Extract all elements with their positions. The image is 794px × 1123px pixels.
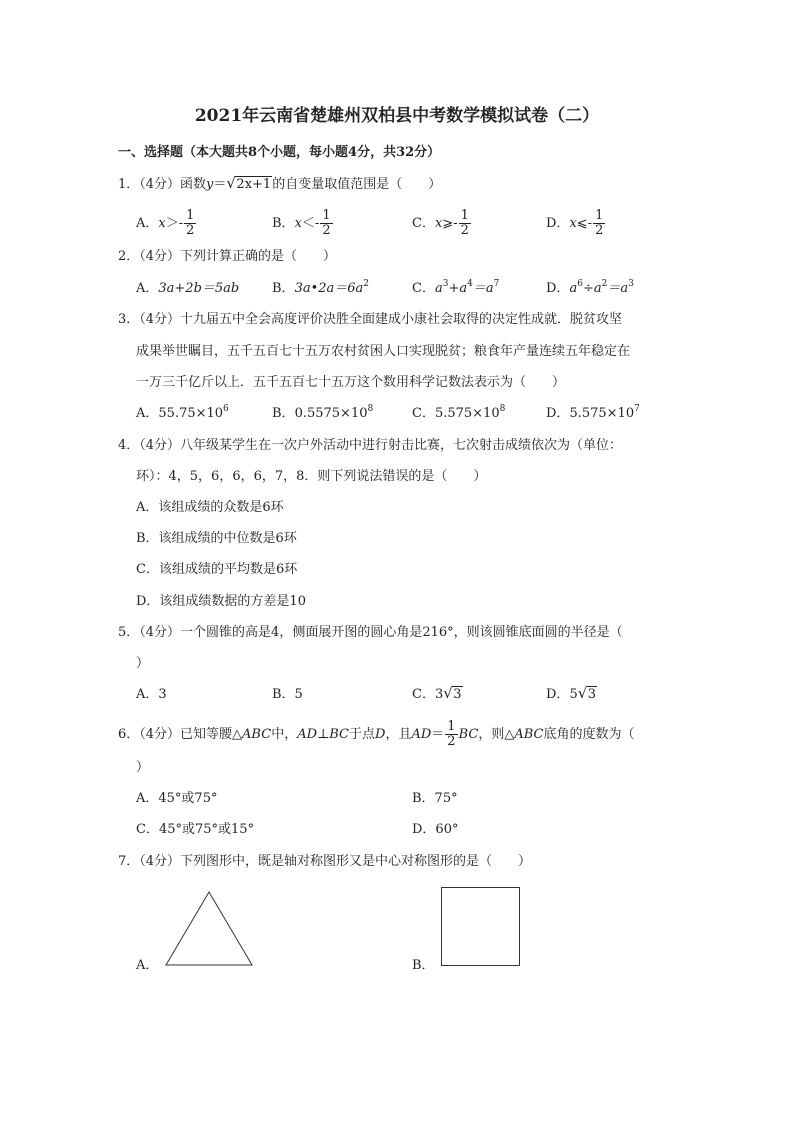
question-2-option-c[interactable]: C．$a^3+a^4=a^7$	[412, 279, 500, 296]
question-3-line-2: 成果举世瞩目，五千五百七十五万农村贫困人口实现脱贫；粮食年产量连续五年稳定在	[136, 344, 631, 359]
question-5-option-b[interactable]: B．5	[272, 687, 303, 702]
question-4-option-c[interactable]: C．该组成绩的平均数是6环	[136, 562, 298, 577]
question-1-option-d[interactable]: D．x⩽- $\frac{1}{2}$	[546, 208, 604, 238]
triangle-figure[interactable]	[165, 891, 253, 967]
question-5-line-1: 5．（4分）一个圆锥的高是4，侧面展开图的圆心角是216°，则该圆锥底面圆的半径是（	[118, 625, 623, 640]
question-7-stem: 7．（4分）下列图形中，既是轴对称图形又是中心对称图形的是（ ）	[118, 854, 532, 869]
question-6-line-2: ）	[136, 760, 150, 775]
section-heading: 一、选择题（本大题共8个小题，每小题4分，共32分）	[118, 145, 441, 160]
question-1-option-c[interactable]: C．x⩾- $\frac{1}{2}$	[412, 208, 469, 238]
question-1-option-a[interactable]: A．x＞- $\frac{1}{2}$	[136, 208, 195, 238]
question-1-stem: 1．（4分）函数y＝ √ 2x+1的自变量取值范围是（ ）	[118, 174, 442, 192]
page-title: 2021年云南省楚雄州双柏县中考数学模拟试卷（二）	[194, 106, 600, 126]
question-5-option-d[interactable]: D．5 √ 3	[546, 684, 596, 702]
question-3-option-a[interactable]: A．$55.75\times 10^6$	[136, 404, 229, 421]
question-6-option-c[interactable]: C．45°或75°或15°	[136, 822, 255, 837]
question-3-option-b[interactable]: B．$0.5575\times 10^8$	[272, 404, 374, 421]
question-3-option-d[interactable]: D．$5.575\times 10^7$	[546, 404, 640, 421]
question-5-option-a[interactable]: A．3	[136, 687, 167, 702]
question-4-option-d[interactable]: D．该组成绩数据的方差是10	[136, 594, 306, 609]
question-5-line-2: ）	[136, 656, 150, 671]
sqrt-expression: √ 2x+1	[226, 174, 272, 192]
question-3-option-c[interactable]: C．$5.575\times 10^8$	[412, 404, 506, 421]
question-2-option-a[interactable]: A．3a+2b＝5ab	[136, 281, 240, 296]
question-2-stem: 2．（4分）下列计算正确的是（ ）	[118, 249, 337, 264]
question-7-option-a[interactable]: A．	[136, 958, 159, 973]
question-1-option-b[interactable]: B．x＜- $\frac{1}{2}$	[272, 208, 331, 238]
question-3-line-3: 一万三千亿斤以上．五千五百七十五万这个数用科学记数法表示为（ ）	[136, 375, 566, 390]
question-3-line-1: 3．（4分）十九届五中全会高度评价决胜全面建成小康社会取得的决定性成就．脱贫攻坚	[118, 312, 623, 327]
question-6-option-d[interactable]: D．60°	[412, 822, 459, 837]
question-4-option-b[interactable]: B．该组成绩的中位数是6环	[136, 531, 297, 546]
question-6-option-b[interactable]: B．75°	[412, 791, 458, 806]
question-4-line-1: 4．（4分）八年级某学生在一次户外活动中进行射击比赛，七次射击成绩依次为（单位：	[118, 438, 623, 453]
question-6-option-a[interactable]: A．45°或75°	[136, 791, 218, 806]
question-4-option-a[interactable]: A．该组成绩的众数是6环	[136, 500, 284, 515]
question-4-line-2: 环）：4，5，6，6，6，7，8．则下列说法错误的是（ ）	[136, 469, 487, 484]
question-6-line-1: 6．（4分）已知等腰△ABC中，AD⊥BC于点D，且AD＝ $\frac{1}{2}$ BC，则△ABC底角的度数为（	[118, 719, 635, 749]
question-2-option-b[interactable]: B．$3a•2a=6a^2$	[272, 279, 370, 296]
square-figure[interactable]	[441, 887, 521, 967]
question-7-option-b[interactable]: B．	[412, 958, 435, 973]
question-2-option-d[interactable]: D．$a^6\div a^2=a^3$	[546, 279, 634, 296]
question-5-option-c[interactable]: C．3 √ 3	[412, 684, 462, 702]
